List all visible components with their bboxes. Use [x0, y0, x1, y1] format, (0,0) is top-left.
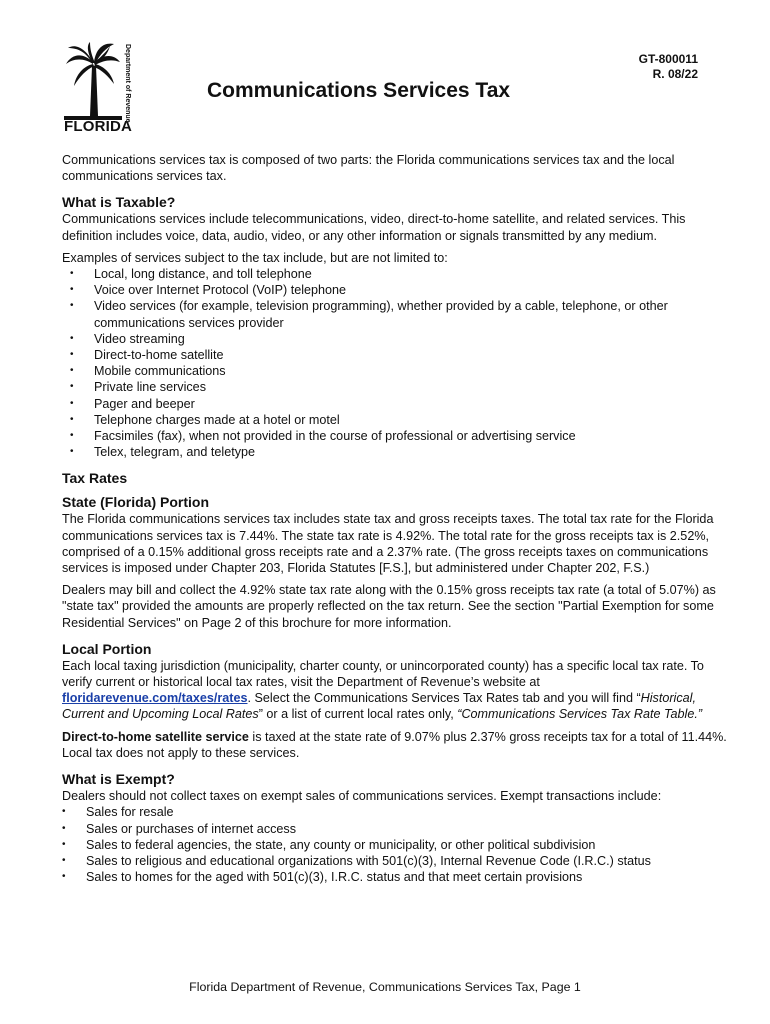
list-item: • Video streaming	[62, 331, 728, 347]
form-number: GT-800011	[638, 52, 698, 66]
state-portion-heading: State (Florida) Portion	[62, 494, 209, 511]
page-title: Communications Services Tax	[207, 79, 511, 102]
logo-wordmark: FLORIDA	[64, 118, 133, 135]
state-portion-paragraph-2: Dealers may bill and collect the 4.92% state tax rate along with the 0.15% gross receipts tax rate (a total of 5.07%) as "state tax" provided the amounts are properly reflected on the tax return. See the section "Partial Exemption for some Residential Services" on Page 2 of this brochure for more information.	[62, 583, 716, 630]
satellite-paragraph	[62, 729, 728, 761]
rates-website-link[interactable]: floridarevenue.com/taxes/rates	[62, 691, 248, 706]
examples-lead: Examples of services subject to the tax include, but are not limited to:	[62, 250, 448, 265]
taxable-examples-list	[62, 266, 728, 460]
exempt-lead: Dealers should not collect taxes on exempt sales of communications services. Exempt transactions include:	[62, 789, 662, 804]
list-item: • Sales to federal agencies, the state, any county or municipality, or other political subdivision	[54, 837, 728, 853]
tax-rates-heading: Tax Rates	[62, 470, 128, 487]
document-body	[62, 152, 728, 885]
list-item: • Sales or purchases of internet access	[54, 821, 728, 837]
page-footer: Florida Department of Revenue, Communications Services Tax, Page 1	[189, 980, 581, 994]
list-item: • Pager and beeper	[62, 396, 728, 412]
form-number-block	[639, 52, 698, 82]
satellite-text: is taxed at the state rate of 9.07% plus 2.37% gross receipts tax for a total of 11.44%. Local tax does not apply to these services.	[62, 729, 727, 760]
list-item: • Mobile communications	[62, 363, 728, 379]
list-item: • Local, long distance, and toll telephone	[62, 266, 728, 282]
local-portion-heading: Local Portion	[62, 640, 152, 657]
list-item: • Direct-to-home satellite	[62, 347, 728, 363]
taxable-definition: Communications services include telecommunications, video, direct-to-home satellite, and related services. This definition includes voice, data, audio, video, or any other information or signals transmitted by any medium.	[62, 212, 686, 243]
list-item: • Telephone charges made at a hotel or motel	[62, 412, 728, 428]
local-italic-2: “Communications Services Tax Rate Table.”	[457, 707, 703, 722]
satellite-bold-text: Direct-to-home satellite service	[62, 729, 249, 744]
exempt-heading: What is Exempt?	[62, 771, 175, 788]
list-item: • Telex, telegram, and teletype	[62, 444, 728, 460]
list-item: • Facsimiles (fax), when not provided in the course of professional or advertising service	[62, 428, 728, 444]
state-portion-paragraph-1: The Florida communications services tax includes state tax and gross receipts taxes. The total tax rate for the Florida communications services tax is 7.44%. The state tax rate is 4.92%. The total rate for the gross receipts tax is 2.52%, comprised of a 0.15% additional gross receipts rate and a 2.37% rate. (The gross receipts taxes on communications services is imposed under Chapter 203, Florida Statutes [F.S.], but administered under Chapter 202, F.S.)	[62, 512, 714, 576]
exempt-list	[54, 804, 728, 885]
list-item: • Sales to homes for the aged with 501(c)(3), I.R.C. status and that meet certain provisions	[54, 869, 728, 885]
revision-date: R. 08/22	[652, 67, 698, 81]
local-italic-1: Historical, Current and Upcoming Local Rates	[62, 691, 696, 722]
list-item: • Private line services	[62, 379, 728, 395]
list-item: • Sales for resale	[54, 804, 728, 820]
list-item: • Video services (for example, television programming), whether provided by a cable, telephone, or other communications services provider	[62, 298, 728, 330]
local-portion-paragraph	[62, 658, 728, 723]
list-item: • Voice over Internet Protocol (VoIP) telephone	[62, 282, 728, 298]
local-text-a: Each local taxing jurisdiction (municipality, charter county, or unincorporated county) has a specific local tax rate. To verify current or historical local tax rates, visit the Department of Revenue’s website at	[62, 658, 704, 690]
local-text-b: . Select the Communications Services Tax Rates tab and you will find “	[247, 691, 641, 706]
local-text-c: ” or a list of current local rates only,	[258, 707, 458, 722]
taxable-heading: What is Taxable?	[62, 194, 176, 211]
intro-paragraph: Communications services tax is composed of two parts: the Florida communications services tax and the local communications services tax.	[62, 153, 675, 184]
list-item: • Sales to religious and educational organizations with 501(c)(3), Internal Revenue Code (I.R.C.) status	[54, 853, 728, 869]
logo-side-text: Department of Revenue	[124, 44, 131, 123]
